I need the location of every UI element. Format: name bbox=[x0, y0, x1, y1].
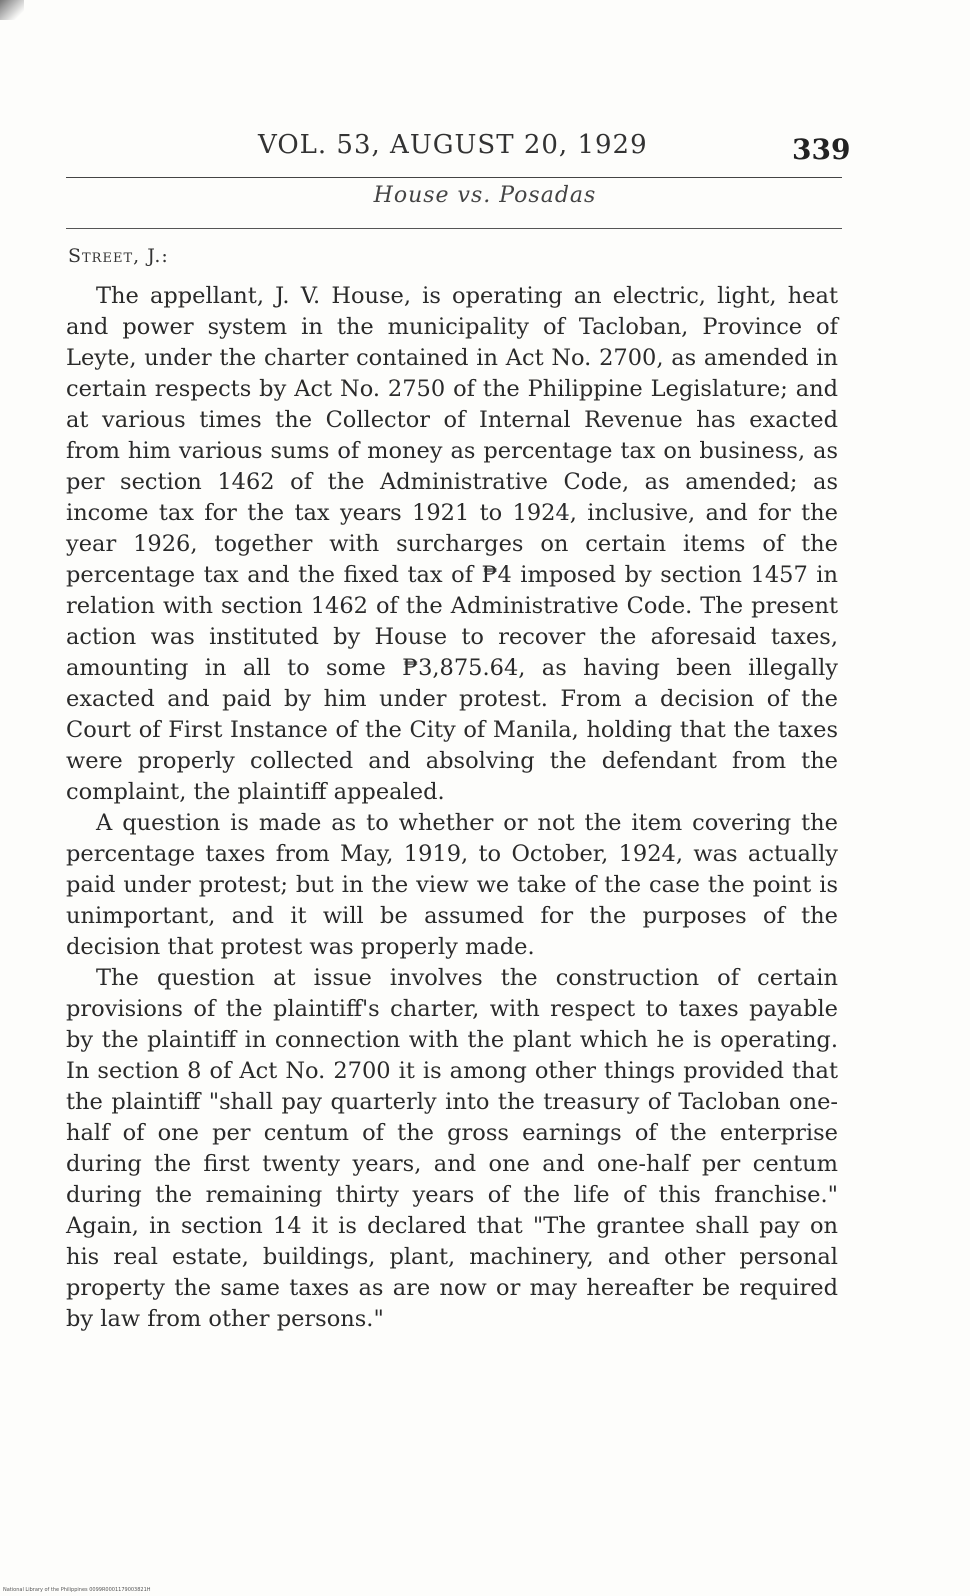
opinion-body bbox=[66, 281, 838, 1335]
paragraph: The appellant, J. V. House, is operating an electric, light, heat and power system in the municipality of Tacloban, Province of Leyte, under the charter contained in Act No. 2700, as amended in certain respects by Act No. 2750 of the Philippine Legislature; and at various times the Collector of Internal Revenue has exacted from him various sums of money as percentage tax on business, as per section 1462 of the Administrative Code, as amended; as income tax for the tax years 1921 to 1924, inclusive, and for the year 1926, together with surcharges on certain items of the percentage tax and the fixed tax of ₱4 imposed by section 1457 in relation with section 1462 of the Administrative Code. The present action was instituted by House to recover the aforesaid taxes, amounting in all to some ₱3,875.64, as having been illegally exacted and paid by him under protest. From a decision of the Court of First Instance of the City of Manila, holding that the taxes were properly collected and absolving the defendant from the complaint, the plaintiff appealed. bbox=[66, 283, 838, 805]
title-rule bbox=[66, 228, 842, 229]
paragraph: A question is made as to whether or not the item covering the percentage taxes from May, 1919, to October, 1924, was actually paid under protest; but in the view we take of the case the point is unimportant, and it will be assumed for the purposes of the decision that protest was properly made. bbox=[66, 810, 838, 960]
running-head: VOL. 53, AUGUST 20, 1929 bbox=[258, 130, 648, 160]
paragraph: The question at issue involves the construction of certain provisions of the plaintiff's charter, with respect to taxes payable by the plaintiff in connection with the plant which he is operating. In section 8 of Act No. 2700 it is among other things provided that the plaintiff "shall pay quarterly into the treasury of Tacloban one-half of one per centum of the gross earnings of the enterprise during the first twenty years, and one and one-half per centum during the remaining thirty years of the life of this franchise." Again, in section 14 it is declared that "The grantee shall pay on his real estate, buildings, plant, machinery, and other personal property the same taxes as are now or may hereafter be required by law from other persons." bbox=[66, 965, 838, 1332]
judge-name: Street, J.: bbox=[68, 245, 169, 267]
case-title: House vs. Posadas bbox=[373, 183, 597, 208]
header-rule bbox=[66, 177, 842, 178]
scan-corner-shadow bbox=[0, 0, 24, 20]
page-number: 339 bbox=[792, 133, 851, 166]
scan-footer: National Library of the Philippines 0099R0001179003821H bbox=[3, 1587, 151, 1593]
